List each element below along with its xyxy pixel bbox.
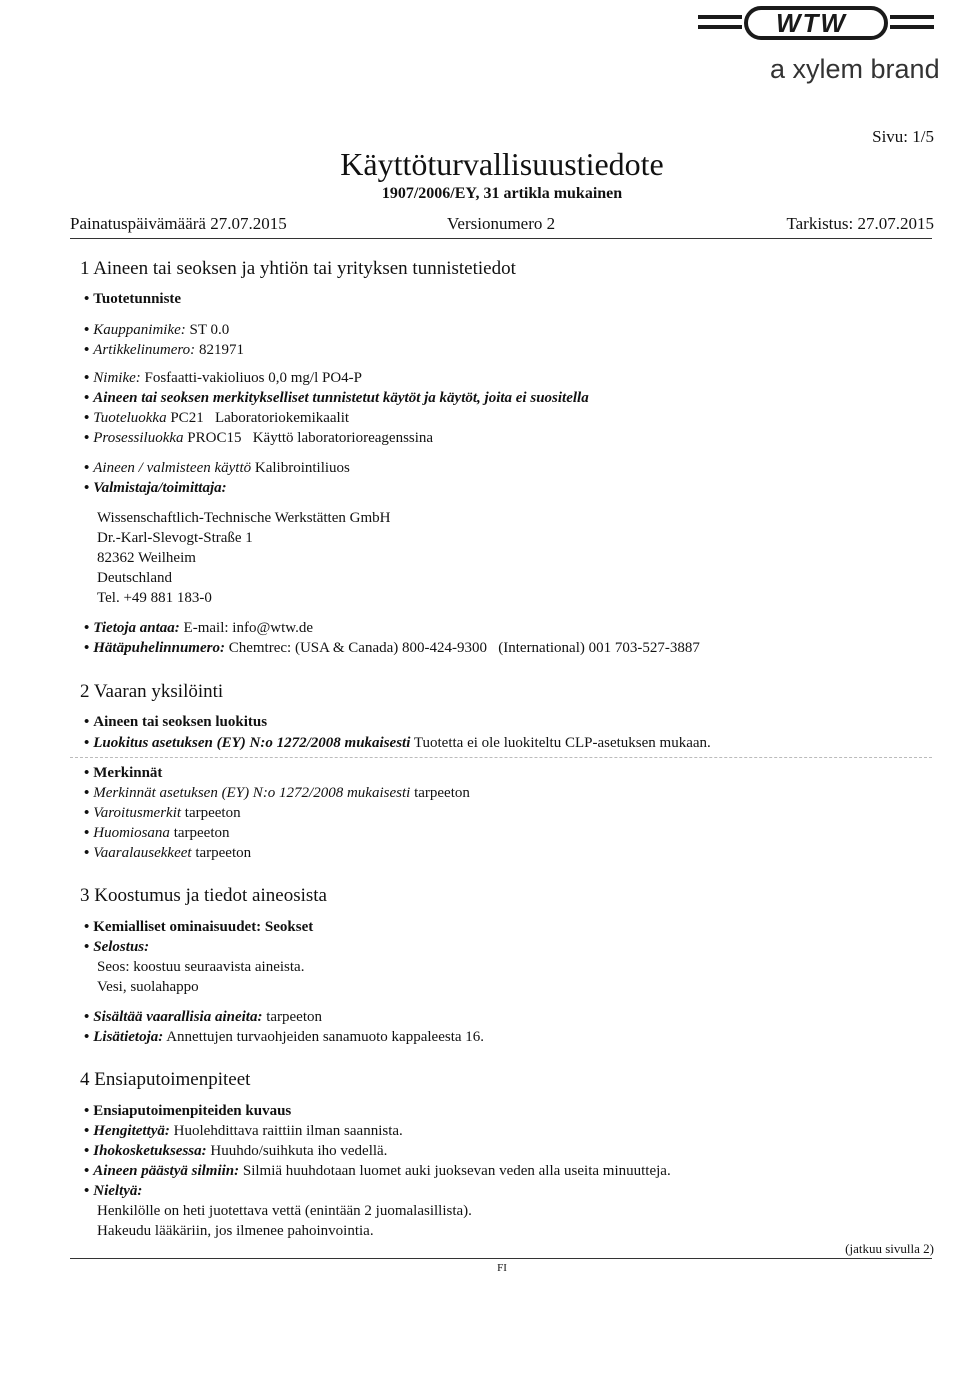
xylem-tagline: a xylem brand (770, 54, 940, 84)
address-line: Deutschland (97, 570, 172, 586)
additional-info: • Lisätietoja: Annettujen turvaohjeiden sanamuoto kappaleesta 16. (84, 1028, 484, 1046)
identified-uses: • Aineen tai seoksen merkitykselliset tunnistetut käytöt ja käytöt, joita ei suositella (84, 389, 589, 407)
after-inhalation: • Hengitettyä: Huolehdittava raittiin ilman saannista. (84, 1122, 403, 1140)
emergency-phone: • Hätäpuhelinnumero: Chemtrec: (USA & Canada) 800-424-9300 (International) 001 703-527-3887 (84, 639, 700, 657)
wtw-logo-text: WTW (776, 8, 847, 38)
hazard-statements: • Vaaralausekkeet tarpeeton (84, 844, 251, 862)
section-divider (70, 757, 932, 758)
address-line: 82362 Weilheim (97, 550, 196, 566)
page-number: Sivu: 1/5 (872, 127, 934, 146)
language-code: FI (497, 1262, 507, 1274)
labels-heading: • Merkinnät (84, 764, 162, 782)
trade-name: • Kauppanimike: ST 0.0 (84, 321, 229, 339)
description-line: Seos: koostuu seuraavista aineista. (97, 959, 305, 975)
classification-clp: • Luokitus asetuksen (EY) N:o 1272/2008 mukaisesti Tuotetta ei ole luokiteltu CLP-asetuksen mukaan. (84, 734, 711, 752)
substance-use: • Aineen / valmisteen käyttö Kalibrointiliuos (84, 459, 350, 477)
description-label: • Selostus: (84, 938, 149, 956)
product-identifier: • Tuotetunniste (84, 290, 181, 308)
signal-word: • Huomiosana tarpeeton (84, 824, 230, 842)
hazardous-ingredients: • Sisältää vaarallisia aineita: tarpeeton (84, 1008, 322, 1026)
wtw-logo (698, 6, 934, 40)
section-1-heading: 1 Aineen tai seoksen ja yhtiön tai yrityksen tunnistetiedot (80, 258, 516, 279)
article-number: • Artikkelinumero: 821971 (84, 341, 244, 359)
print-date: Painatuspäivämäärä 27.07.2015 (70, 214, 287, 233)
section-4-heading: 4 Ensiaputoimenpiteet (80, 1069, 251, 1090)
address-line: Tel. +49 881 183-0 (97, 590, 212, 606)
after-eye-contact: • Aineen päästyä silmiin: Silmiä huuhdotaan luomet auki juoksevan veden alla useita minuutteja. (84, 1162, 671, 1180)
continued-note: (jatkuu sivulla 2) (845, 1241, 934, 1256)
revision-date: Tarkistus: 27.07.2015 (786, 214, 934, 233)
first-aid-description: • Ensiaputoimenpiteiden kuvaus (84, 1102, 291, 1120)
classification-heading: • Aineen tai seoksen luokitus (84, 713, 267, 731)
product-category: • Tuoteluokka PC21 Laboratoriokemikaalit (84, 409, 349, 427)
product-name: • Nimike: Fosfaatti-vakioliuos 0,0 mg/l PO4-P (84, 369, 362, 387)
after-skin-contact: • Ihokosketuksessa: Huuhdo/suihkuta iho vedellä. (84, 1142, 387, 1160)
section-2-heading: 2 Vaaran yksilöinti (80, 681, 224, 702)
pictograms: • Varoitusmerkit tarpeeton (84, 804, 241, 822)
version-number: Versionumero 2 (447, 214, 556, 233)
swallowing-line: Henkilölle on heti juotettava vettä (enintään 2 juomalasillista). (97, 1203, 472, 1219)
document-title: Käyttöturvallisuustiedote (340, 146, 664, 182)
header-rule (70, 238, 932, 239)
section-3-heading: 3 Koostumus ja tiedot aineosista (80, 885, 327, 906)
after-swallowing: • Nieltyä: (84, 1182, 142, 1200)
address-line: Wissenschaftlich-Technische Werkstätten GmbH (97, 510, 391, 526)
footer-rule (70, 1258, 932, 1259)
description-line: Vesi, suolahappo (97, 979, 199, 995)
document-subtitle: 1907/2006/EY, 31 artikla mukainen (381, 185, 623, 202)
info-contact: • Tietoja antaa: E-mail: info@wtw.de (84, 619, 313, 637)
supplier-label: • Valmistaja/toimittaja: (84, 479, 227, 497)
process-category: • Prosessiluokka PROC15 Käyttö laboratorioreagenssina (84, 429, 433, 447)
swallowing-line: Hakeudu lääkäriin, jos ilmenee pahoinvointia. (97, 1223, 374, 1239)
chemical-characterization: • Kemialliset ominaisuudet: Seokset (84, 918, 313, 936)
address-line: Dr.-Karl-Slevogt-Straße 1 (97, 530, 253, 546)
labels-clp: • Merkinnät asetuksen (EY) N:o 1272/2008 mukaisesti tarpeeton (84, 784, 470, 802)
